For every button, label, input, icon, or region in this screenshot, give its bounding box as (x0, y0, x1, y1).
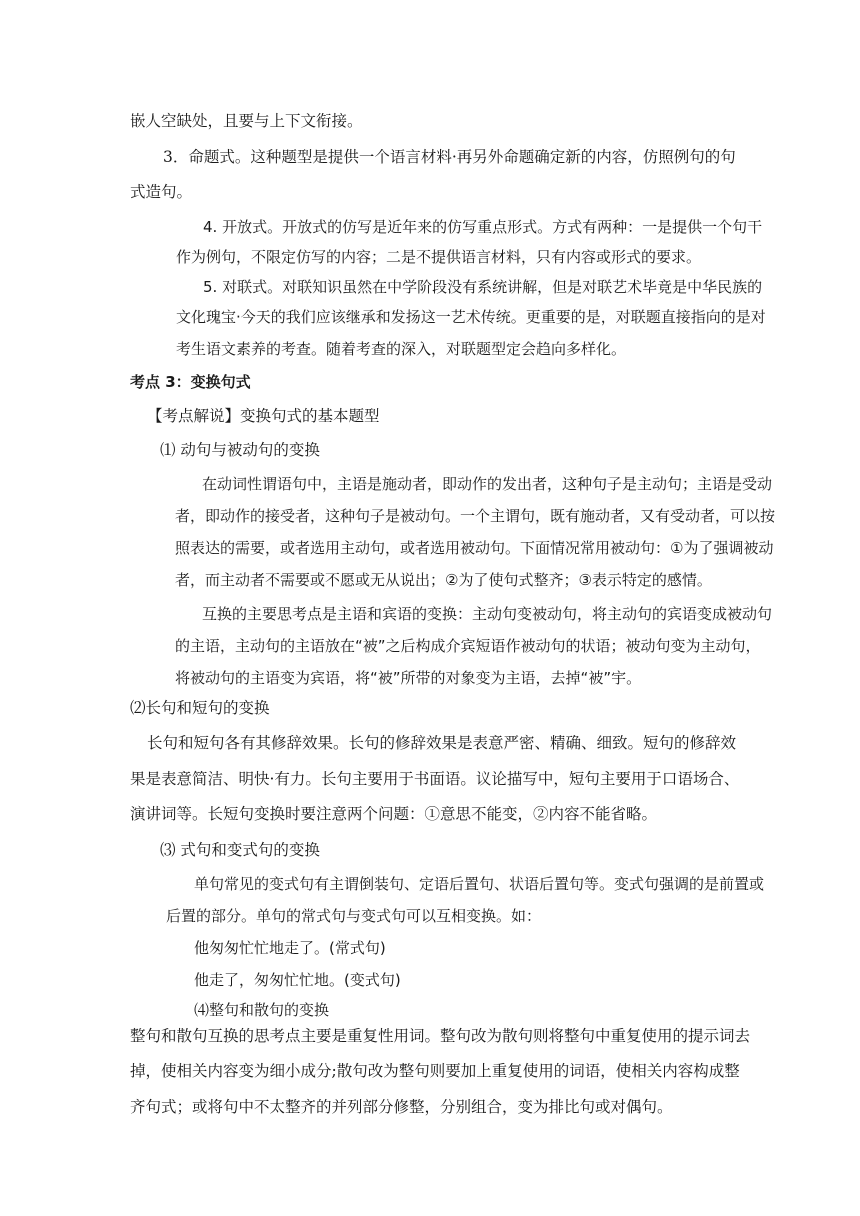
text-line: 掉，使相关内容变为细小成分;散句改为整句则要加上重复使用的词语，使相关内容构成整 (130, 1062, 740, 1080)
text-line: 嵌人空缺处，且要与上下文衔接。 (130, 112, 363, 130)
text-line: 者，即动作的接受者，这种句子是被动句。一个主谓句，既有施动者，又有受动者，可以按 (175, 507, 776, 525)
text-line: 果是表意简洁、明快·有力。长句主要用于书面语。议论描写中，短句主要用于口语场合、 (130, 770, 740, 788)
text-line: 演讲词等。长短句变换时要注意两个问题：①意思不能变，②内容不能省略。 (130, 805, 658, 823)
text-line: 互换的主要思考点是主语和宾语的变换：主动句变被动句，将主动句的宾语变成被动句 (202, 605, 773, 623)
text-line: 照表达的需要，或者选用主动句，或者选用被动句。下面情况常用被动句：①为了强调被动 (175, 539, 774, 557)
text-line: 在动词性谓语句中，主语是施动者，即动作的发出者，这种句子是主动句；主语是受动 (202, 475, 773, 493)
text-line: 3．命题式。这种题型是提供一个语言材料·再另外命题确定新的内容，仿照例句的句 (163, 148, 736, 166)
text-line: 作为例句，不限定仿写的内容；二是不提供语言材料，只有内容或形式的要求。 (176, 248, 702, 266)
text-line: 5. 对联式。对联知识虽然在中学阶段没有系统讲解，但是对联艺术毕竟是中华民族的 (203, 278, 763, 296)
example-line: 他走了，匆匆忙忙地。(变式句) (194, 971, 401, 989)
text-line: 者，而主动者不需要或不愿或无从说出；②为了使句式整齐；③表示特定的感情。 (175, 571, 712, 589)
text-line: 考生语文素养的考查。随着考查的深入，对联题型定会趋向多样化。 (176, 340, 627, 358)
text-line: 后置的部分。单句的常式句与变式句可以互相变换。如： (166, 907, 542, 925)
text-line: 长句和短句各有其修辞效果。长句的修辞效果是表意严密、精确、细致。短句的修辞效 (147, 734, 737, 752)
text-line: 式造句。 (130, 183, 193, 201)
item-heading: ⑷整句和散句的变换 (194, 1001, 330, 1019)
text-line: 齐句式；或将句中不太整齐的并列部分修整，分别组合，变为排比句或对偶句。 (130, 1098, 673, 1116)
item-heading: ⑴ 动句与被动句的变换 (160, 441, 320, 459)
text-line: 文化瑰宝·今天的我们应该继承和发扬这一艺术传统。更重要的是，对联题直接指向的是对 (176, 308, 766, 326)
item-heading: ⑵长句和短句的变换 (130, 699, 270, 717)
text-line: 单句常见的变式句有主谓倒装句、定语后置句、状语后置句等。变式句强调的是前置或 (194, 875, 765, 893)
example-line: 他匆匆忙忙地走了。(常式句) (194, 939, 386, 957)
section-heading: 考点 3：变换句式 (130, 373, 251, 391)
text-line: 整句和散句互换的思考点主要是重复性用词。整句改为散句则将整句中重复使用的提示词去 (130, 1027, 751, 1045)
text-line: 的主语，主动句的主语放在“被”之后构成介宾短语作被动句的状语；被动句变为主动句， (175, 637, 761, 655)
subsection-heading: 【考点解说】变换句式的基本题型 (147, 407, 380, 425)
item-heading: ⑶ 式句和变式句的变换 (160, 841, 320, 859)
text-line: 4. 开放式。开放式的仿写是近年来的仿写重点形式。方式有两种：一是提供一个句干 (203, 218, 763, 236)
text-line: 将被动句的主语变为宾语，将“被”所带的对象变为主语，去掉“被”宇。 (175, 669, 642, 687)
